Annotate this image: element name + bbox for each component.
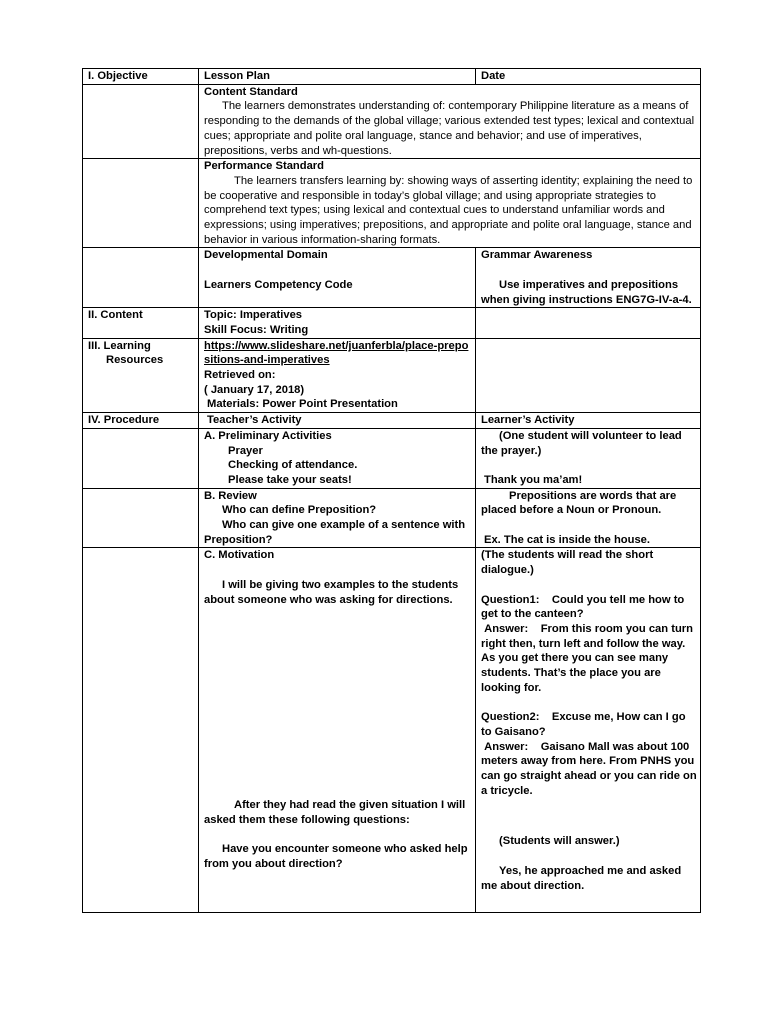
empty-cell: [83, 248, 199, 308]
motivation-after-text: After they had read the given situation I will asked them these following questions:: [204, 799, 466, 826]
competency-code-label: Learners Competency Code: [204, 278, 353, 291]
resources-cell: [199, 338, 476, 413]
dialogue-answer-1: Answer: From this room you can turn right then, turn left and follow the way. As you get there you can see many students. That’s the place you are looking for.: [481, 622, 693, 694]
dialogue-answer-2: Answer: Gaisano Mall was about 100 meters away from here. From PNHS you can go straight ahead or you can ride on a tricycle.: [481, 740, 697, 797]
review-question: Who can define Preposition?: [222, 504, 377, 517]
review-title: B. Review: [204, 489, 257, 502]
review-learner-cell: [476, 488, 701, 548]
empty-cell: [83, 488, 199, 548]
learner-activity-heading: Learner’s Activity: [476, 413, 701, 429]
retrieved-label: Retrieved on:: [204, 369, 276, 382]
grammar-cell: [476, 248, 701, 308]
retrieved-date: ( January 17, 2018): [204, 383, 305, 396]
motivation-question: Have you encounter someone who asked help from you about direction?: [204, 843, 468, 871]
empty-cell: [83, 548, 199, 913]
grammar-awareness-text: Use imperatives and prepositions when giving instructions ENG7G-IV-a-4.: [481, 278, 692, 306]
performance-standard-title: Performance Standard: [204, 160, 324, 173]
preliminary-learner-cell: [476, 428, 701, 488]
content-label: II. Content: [83, 308, 199, 338]
procedure-row: [83, 413, 701, 429]
content-standard-text: The learners demonstrates understanding of: contemporary Philippine literature as a means of responding to the demands of the global village; various extended test types; lexical and contextual cues; appropriate and polite oral language, stance and behavior; and use of imperatives, prepositions, verbs and wh-questions.: [204, 100, 695, 157]
grammar-awareness-label: Grammar Awareness: [481, 249, 593, 262]
domain-row: [83, 248, 701, 308]
header-row: [83, 69, 701, 85]
materials-text: Materials: Power Point Presentation: [207, 398, 398, 411]
dialogue-question-2: Question2: Excuse me, How can I go to Gaisano?: [481, 711, 686, 738]
review-question: Who can give one example of a sentence with Preposition?: [204, 519, 466, 546]
teacher-activity-heading: Teacher’s Activity: [199, 413, 476, 429]
review-cell: [199, 488, 476, 548]
motivation-row: [83, 548, 701, 913]
empty-cell: [476, 308, 701, 338]
review-learner-example: Ex. The cat is inside the house.: [484, 533, 650, 546]
resources-label-cell: [83, 338, 199, 413]
preliminary-title: A. Preliminary Activities: [204, 429, 332, 442]
content-standard-title: Content Standard: [204, 85, 298, 98]
performance-standard-row: [83, 159, 701, 248]
preliminary-cell: [199, 428, 476, 488]
dialogue-question-1: Question1: Could you tell me how to get to the canteen?: [481, 593, 685, 621]
objective-label: I. Objective: [83, 69, 199, 85]
performance-standard-cell: [199, 159, 701, 248]
motivation-learner-cell: [476, 548, 701, 913]
learner-direction-reply: Yes, he approached me and asked me about direction.: [481, 864, 682, 892]
empty-cell: [83, 428, 199, 488]
preliminary-item: Checking of attendance.: [228, 459, 358, 472]
preliminary-row: [83, 428, 701, 488]
developmental-domain-label: Developmental Domain: [204, 249, 328, 262]
motivation-cell: [199, 548, 476, 913]
motivation-intro: I will be giving two examples to the students about someone who was asking for directions.: [204, 578, 459, 606]
procedure-label: IV. Procedure: [83, 413, 199, 429]
resources-label-line1: III. Learning: [88, 339, 151, 352]
motivation-title: C. Motivation: [204, 549, 275, 562]
preliminary-learner-reply: Thank you ma’am!: [484, 473, 583, 486]
performance-standard-text: The learners transfers learning by: showing ways of asserting identity; explaining the need to be cooperative and responsible in today’s global village; and using appropriate strategies to comprehend text types; using lexical and contextual cues to understand unfamiliar words and expressions; using imperatives; prepositions, and appropriate and polite oral language, stance and behavior in various information-sharing formats.: [204, 174, 693, 246]
content-standard-cell: [199, 84, 701, 159]
review-learner-definition: Prepositions are words that are placed before a Noun or Pronoun.: [481, 489, 677, 517]
skill-focus-text: Skill Focus: Writing: [204, 323, 309, 336]
empty-cell: [83, 159, 199, 248]
preliminary-learner-text: (One student will volunteer to lead the prayer.): [481, 429, 682, 457]
content-cell: [199, 308, 476, 338]
lesson-plan-heading: Lesson Plan: [199, 69, 476, 85]
lesson-plan-table: [82, 68, 701, 913]
content-standard-row: [83, 84, 701, 159]
topic-text: Topic: Imperatives: [204, 309, 303, 322]
empty-cell: [476, 338, 701, 413]
resource-link[interactable]: https://www.slideshare.net/juanferbla/place-prepositions-and-imperatives: [204, 339, 469, 367]
date-heading: Date: [476, 69, 701, 85]
learner-answer-prompt: (Students will answer.): [499, 835, 620, 848]
resources-label-line2: Resources: [106, 354, 164, 367]
content-row: [83, 308, 701, 338]
domain-cell: [199, 248, 476, 308]
learner-dialogue-intro: (The students will read the short dialogue.): [481, 549, 654, 577]
preliminary-item: Prayer: [228, 444, 263, 457]
review-row: [83, 488, 701, 548]
resources-row: [83, 338, 701, 413]
preliminary-item: Please take your seats!: [228, 473, 352, 486]
empty-cell: [83, 84, 199, 159]
